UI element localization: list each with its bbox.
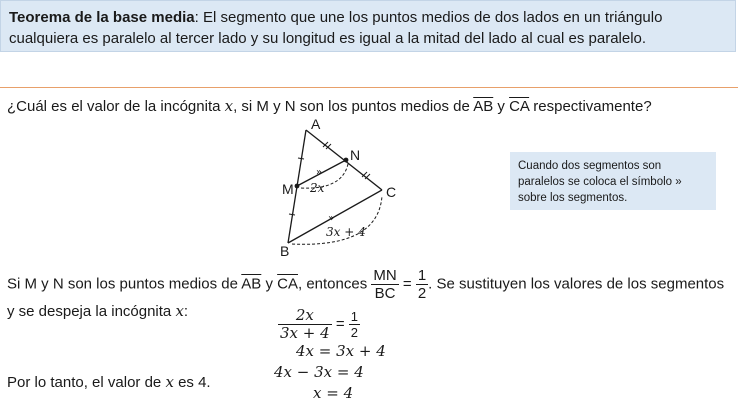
segment-ab: $\overline{AB}$ [473, 98, 494, 115]
arc-mn [301, 164, 348, 188]
question [7, 96, 652, 117]
fraction-half [416, 268, 428, 301]
solution-text-4: . Se sustituyen los valores de los segmentos y se despeja la incógnita [7, 275, 725, 320]
conclusion-text-2: es 4. [173, 374, 211, 391]
label-bc-length: 3x + 4 [326, 225, 366, 239]
step-2: 4x = 3x + 4 [296, 342, 386, 360]
conclusion-variable: x [165, 373, 174, 391]
fraction-numerator: MN [373, 267, 397, 284]
point-m [295, 184, 300, 189]
note-text: Cuando dos segmentos son paralelos se coloca el símbolo » sobre los segmentos. [518, 160, 682, 204]
question-text-1: ¿Cuál es el valor de la incógnita [7, 98, 225, 115]
half-denominator: 2 [417, 285, 427, 302]
label-a: A [311, 118, 321, 132]
tick-am [298, 158, 304, 159]
note-box [510, 152, 716, 210]
step-1-equals: = [331, 315, 349, 333]
solution-text-5: : [183, 303, 189, 320]
point-n [344, 158, 349, 163]
label-b: B [280, 243, 290, 258]
step-3: 4x − 3x = 4 [274, 363, 364, 381]
parallel-mark-bc: » [328, 213, 335, 224]
label-c: C [386, 184, 397, 200]
step-1-numerator: 2x [278, 308, 332, 325]
step-1-rhs [349, 310, 360, 339]
step-4: x = 4 [313, 384, 354, 402]
label-m: M [282, 181, 294, 197]
theorem-box [0, 0, 736, 52]
question-text-2: , si M y N son los puntos medios de [233, 98, 474, 115]
fraction-mn-bc [371, 268, 398, 301]
question-text-3: y [493, 98, 510, 115]
step-1 [278, 308, 360, 341]
solution-text-2: y [261, 275, 278, 293]
question-variable: x [224, 97, 234, 115]
triangle-figure [270, 118, 500, 258]
section-divider [0, 87, 738, 88]
step-1-lhs [278, 308, 332, 341]
tick-mb [289, 214, 295, 215]
label-mn-length: 2x [310, 181, 325, 195]
step-1-rhs-numerator: 1 [350, 309, 358, 324]
conclusion [7, 373, 211, 391]
conclusion-text-1: Por lo tanto, el valor de [7, 374, 166, 391]
solution-segment-ca: $\overline{CA}$ [277, 275, 298, 293]
step-1-denominator: 3x + 4 [280, 324, 330, 342]
question-text-4: respectivamente? [529, 98, 652, 115]
solution-variable: x [175, 302, 184, 320]
solution-text-1: Si M y N son los puntos medios de [7, 275, 242, 293]
parallel-mark-mn: » [316, 167, 323, 178]
theorem-text: : El segmento que une los puntos medios de dos lados en un triángulo cualquiera es paralelo al tercer lado y su longitud es igual a la mitad del lado al cual es paralelo. [9, 9, 663, 47]
solution-paragraph [7, 268, 735, 322]
solution-segment-ab: $\overline{AB}$ [241, 275, 262, 293]
fraction-denominator: BC [374, 285, 396, 302]
equals-sign: = [398, 275, 416, 293]
half-numerator: 1 [417, 267, 427, 284]
step-1-rhs-denominator: 2 [350, 325, 358, 340]
label-n: N [350, 147, 361, 163]
segment-ca: $\overline{CA}$ [509, 98, 530, 115]
theorem-title: Teorema de la base media [9, 9, 195, 26]
solution-text-3: , entonces [297, 275, 372, 293]
